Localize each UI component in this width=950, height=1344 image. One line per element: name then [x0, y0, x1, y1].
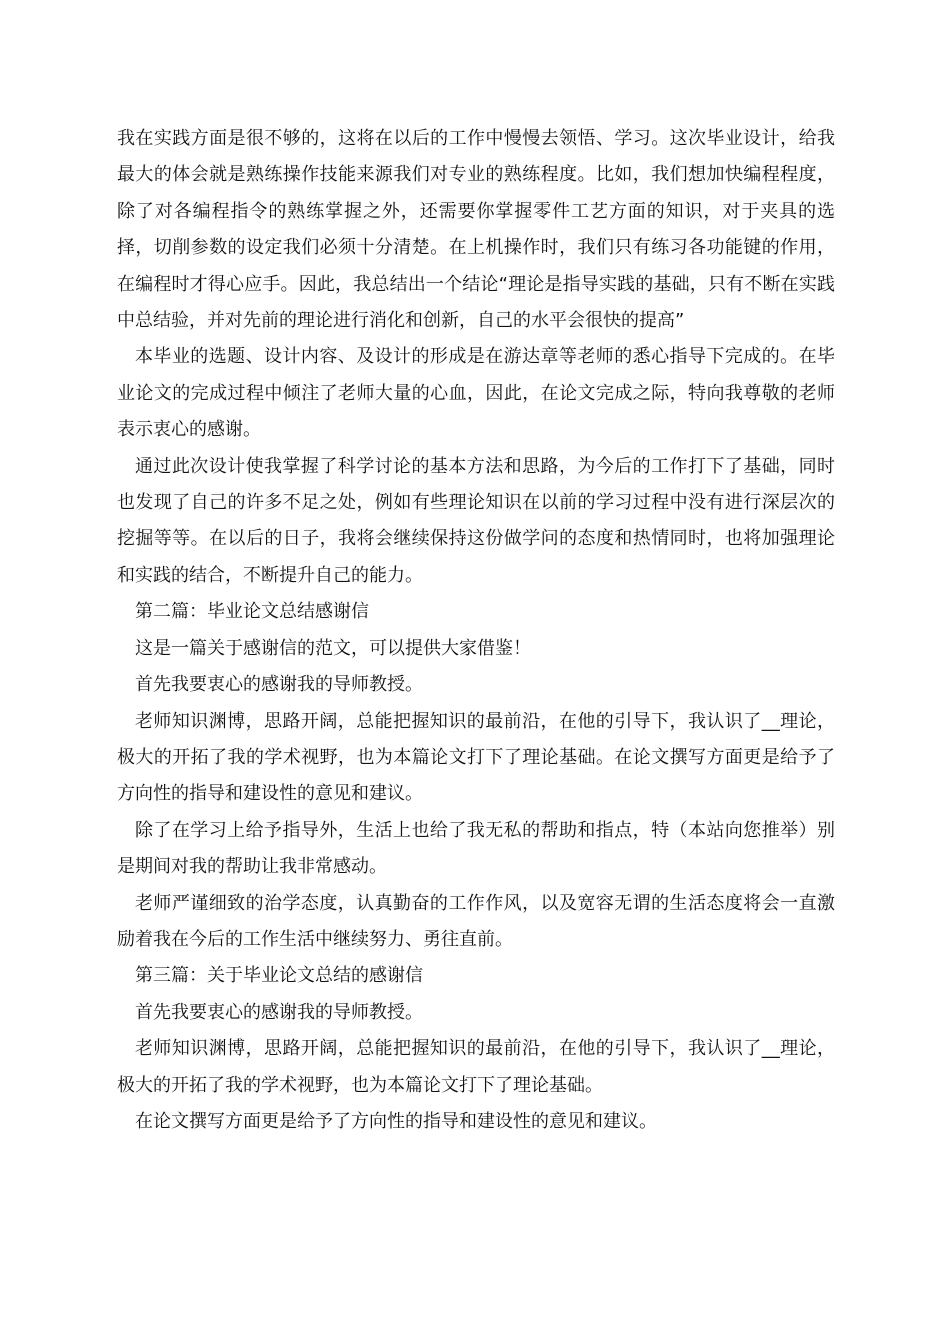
paragraph-advisor-knowledge: 老师知识渊博，思路开阔，总能把握知识的最前沿，在他的引导下，我认识了__理论，极大的开拓了我的学术视野，也为本篇论文打下了理论基础。在论文撰写方面更是给予了方向性的指导和建设性的意见和建议。 — [117, 710, 835, 805]
paragraph-advisor-thanks: 本毕业的选题、设计内容、及设计的形成是在游达章等老师的悉心指导下完成的。在毕业论文的完成过程中倾注了老师大量的心血，因此，在论文完成之际，特向我尊敬的老师表示衷心的感谢。 — [117, 346, 835, 441]
paragraph-thank-advisor: 首先我要衷心的感谢我的导师教授。 — [135, 674, 423, 696]
paragraph-life-help: 除了在学习上给予指导外，生活上也给了我无私的帮助和指点，特（本站向您推举）别是期间对我的帮助让我非常感动。 — [117, 819, 835, 878]
paragraph-practice-reflection: 我在实践方面是很不够的，这将在以后的工作中慢慢去领悟、学习。这次毕业设计，给我最大的体会就是熟练操作技能来源我们对专业的熟练程度。比如，我们想加快编程程度，除了对各编程指令的熟练掌握之外，还需要你掌握零件工艺方面的知识，对于夹具的选择，切削参数的设定我们必须十分清楚。在上机操作时，我们只有练习各功能键的作用，在编程时才得心应手。因此，我总结出一个结论“理论是指导实践的基础，只有不断在实践中总结验，并对先前的理论进行消化和创新，自己的水平会很快的提高” — [117, 128, 835, 332]
paragraph-advisor-attitude: 老师严谨细致的治学态度，认真勤奋的工作作风，以及宽容无谓的生活态度将会一直激励着我在今后的工作生活中继续努力、勇往直前。 — [117, 892, 835, 950]
section-heading-part-three: 第三篇：关于毕业论文总结的感谢信 — [135, 965, 423, 987]
document-body — [117, 121, 835, 1140]
paragraph-thank-advisor-2: 首先我要衷心的感谢我的导师教授。 — [135, 1001, 423, 1023]
paragraph-intro-note: 这是一篇关于感谢信的范文，可以提供大家借鉴！ — [135, 637, 531, 659]
paragraph-writing-guidance: 在论文撰写方面更是给予了方向性的指导和建设性的意见和建议。 — [135, 1110, 657, 1132]
paragraph-advisor-knowledge-2: 老师知识渊博，思路开阔，总能把握知识的最前沿，在他的引导下，我认识了__理论，极大的开拓了我的学术视野，也为本篇论文打下了理论基础。 — [117, 1038, 835, 1096]
section-heading-part-two: 第二篇：毕业论文总结感谢信 — [135, 601, 369, 623]
paragraph-design-summary: 通过此次设计使我掌握了科学讨论的基本方法和思路，为今后的工作打下了基础，同时也发现了自己的许多不足之处，例如有些理论知识在以前的学习过程中没有进行深层次的挖掘等等。在以后的日子，我将会继续保持这份做学问的态度和热情同时，也将加强理论和实践的结合，不断提升自己的能力。 — [117, 455, 835, 586]
